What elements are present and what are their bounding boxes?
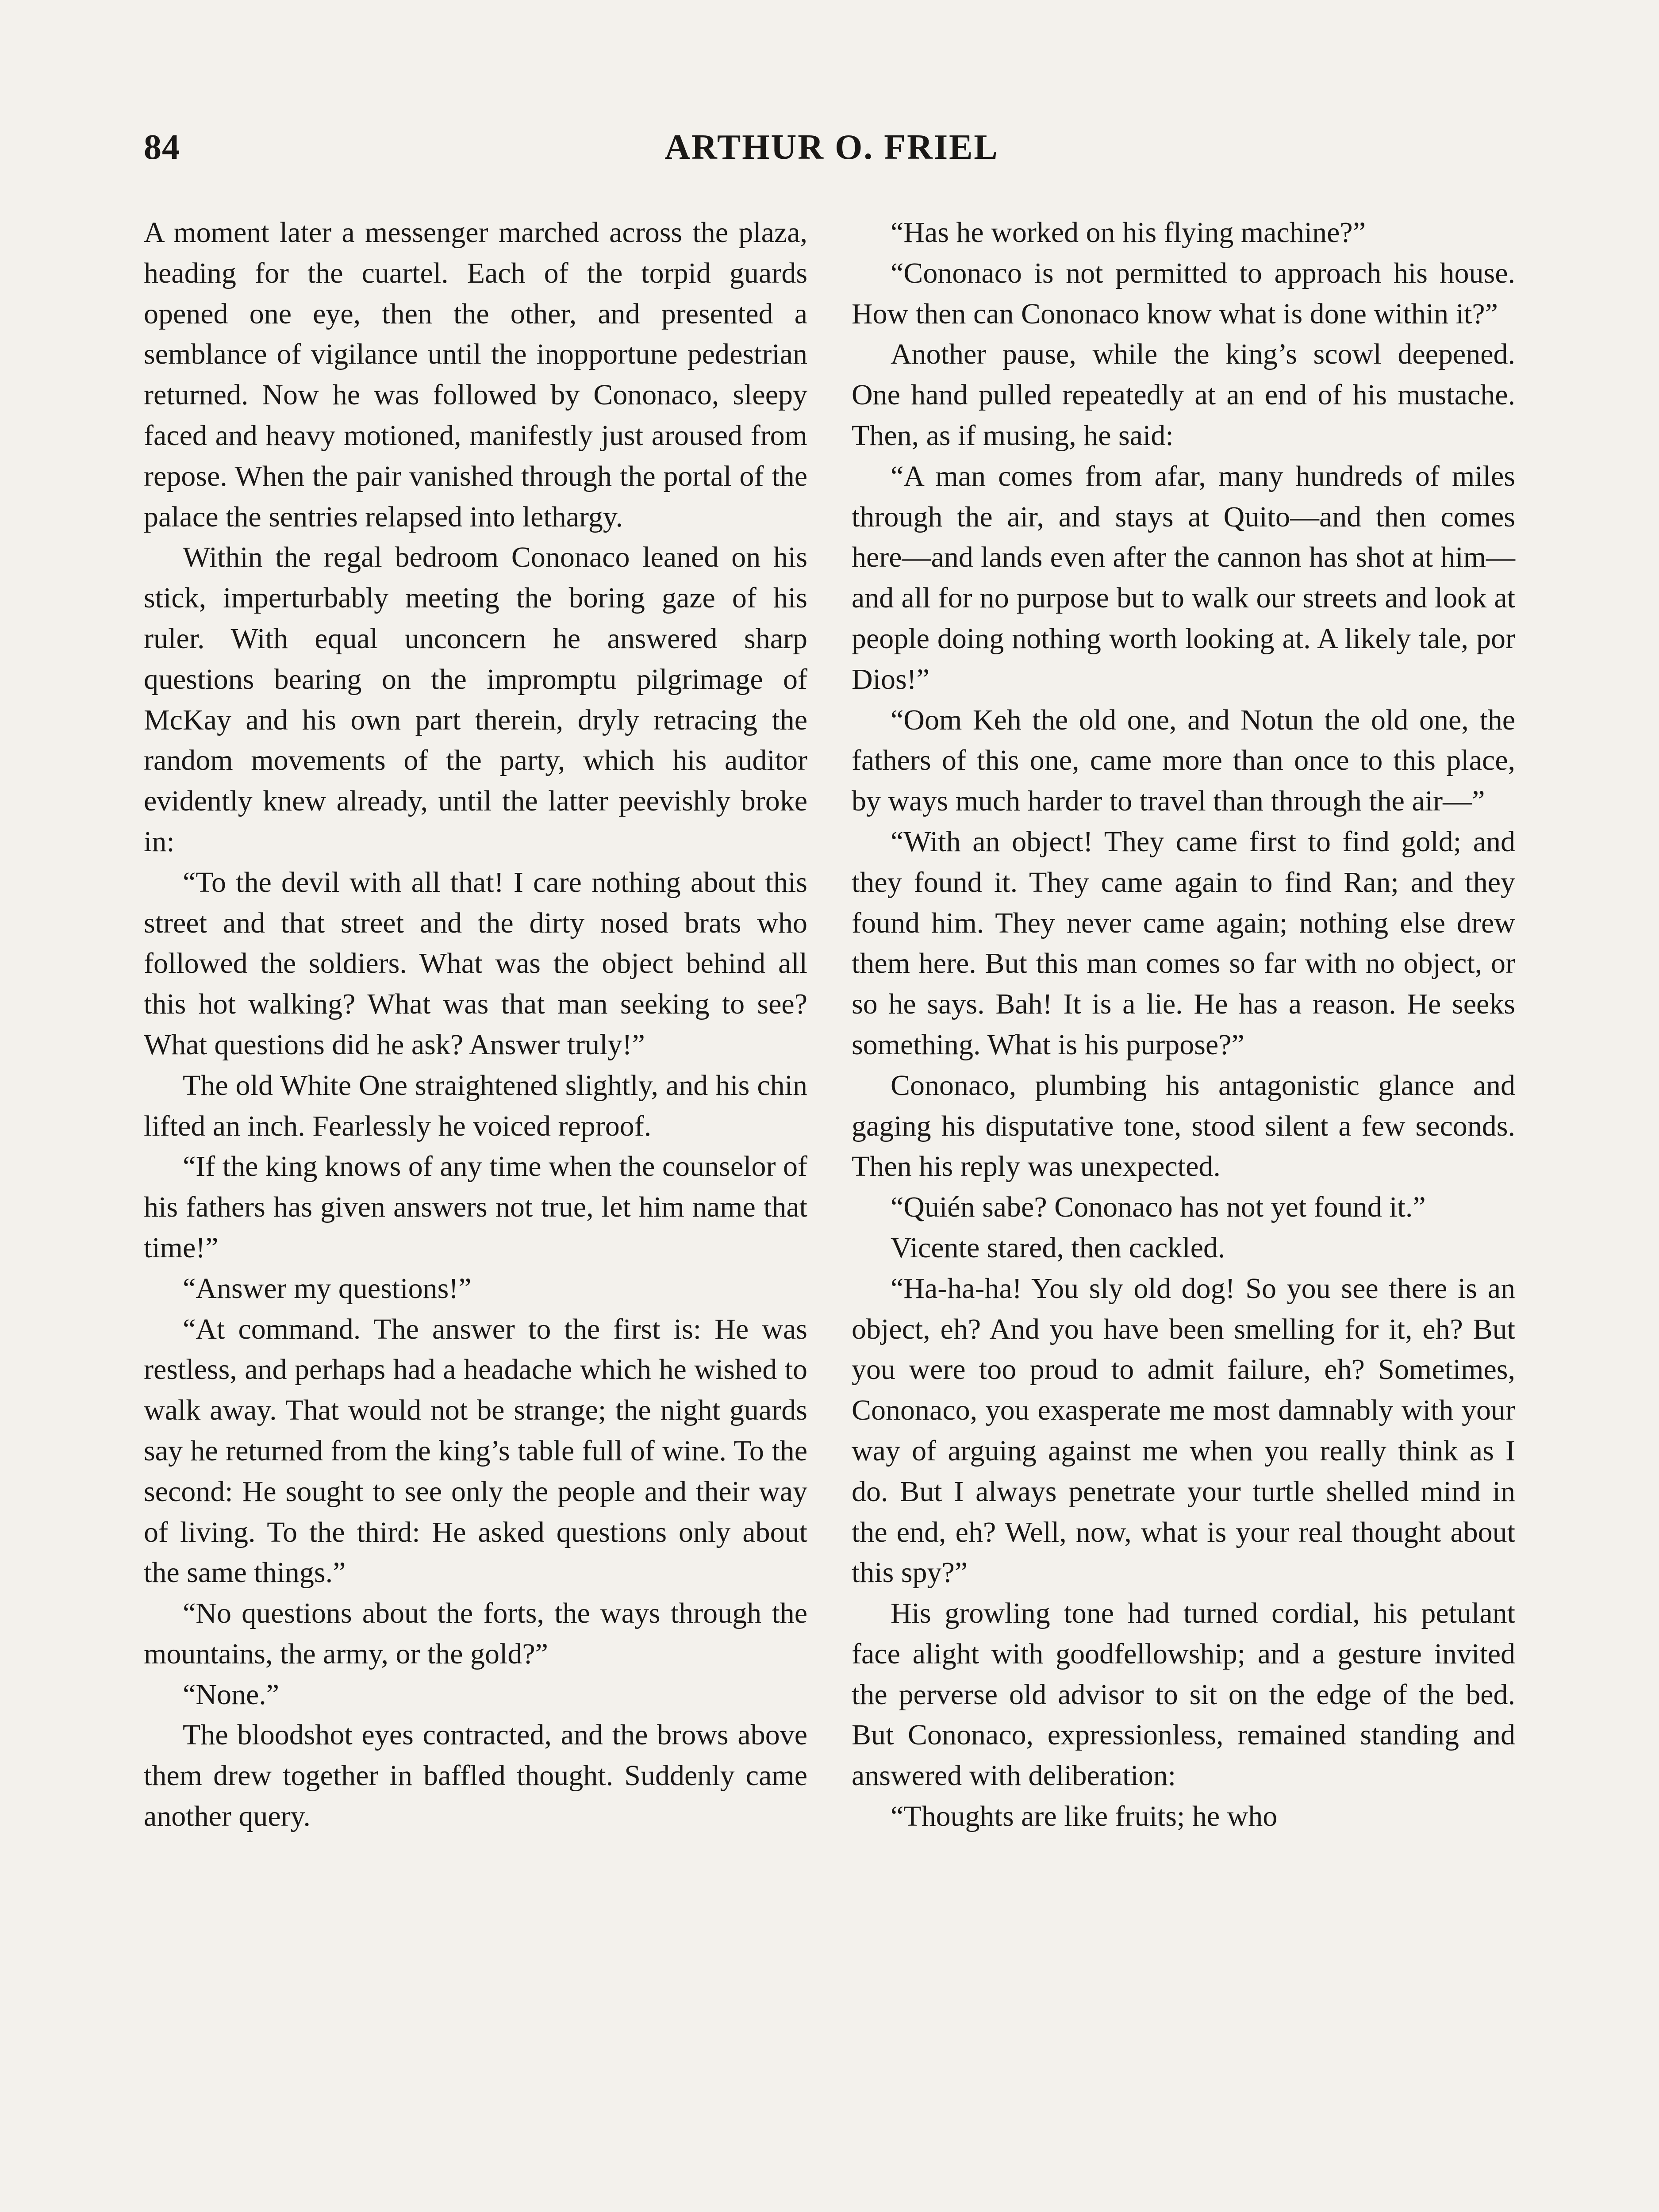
paragraph: “No questions about the forts, the ways through the mountains, the army, or the gold?” xyxy=(144,1597,807,1670)
paragraph: The bloodshot eyes contracted, and the brows above them drew together in baffled thought. Suddenly came another query. xyxy=(144,1719,807,1833)
paragraph: “Thoughts are like fruits; he who xyxy=(891,1800,1278,1833)
paragraph: “Answer my questions!” xyxy=(183,1272,472,1305)
paragraph: “At command. The answer to the first is: He was restless, and perhaps had a headache which he wished to walk away. That would not be strange; the night guards say he returned from the king’s table full of wine. To the second: He sought to see only the people and their way of living. To the third: He asked questions only about the same things.” xyxy=(144,1313,807,1589)
paragraph: Another pause, while the king’s scowl deepened. One hand pulled repeatedly at an end of his mustache. Then, as if musing, he said: xyxy=(852,338,1515,452)
paragraph: A moment later a messenger marched across the plaza, heading for the cuartel. Each of the torpid guards opened one eye, then the other, and presented a semblance of vigilance until the inopportune pedestrian returned. Now he was followed by Cononaco, sleepy faced and heavy motioned, manifestly just aroused from repose. When the pair vanished through the portal of the palace the sentries relapsed into lethargy. xyxy=(144,216,807,533)
running-head: ARTHUR O. FRIEL xyxy=(664,128,999,167)
paragraph: “Oom Keh the old one, and Notun the old one, the fathers of this one, came more than once to this place, by ways much harder to travel than through the air—” xyxy=(852,703,1515,818)
paragraph: “A man comes from afar, many hundreds of miles through the air, and stays at Quito—and then comes here—and lands even after the cannon has shot at him—and all for no purpose but to walk our streets and look at people doing nothing worth looking at. A likely tale, por Dios!” xyxy=(852,460,1515,695)
page-header xyxy=(144,127,1520,176)
paragraph: “With an object! They came first to find gold; and they found it. They came again to find Ran; and they found him. They never came again; nothing else drew them here. But this man comes so far with no object, or so he says. Bah! It is a lie. He has a reason. He seeks something. What is his purpose?” xyxy=(852,825,1515,1061)
paragraph: “Has he worked on his flying machine?” xyxy=(891,216,1366,249)
paragraph: “Cononaco is not permitted to approach his house. How then can Cononaco know what is done within it?” xyxy=(852,257,1515,330)
paragraph: Cononaco, plumbing his antagonistic glance and gaging his disputative tone, stood silent a few seconds. Then his reply was unexpected. xyxy=(852,1069,1515,1183)
page-number: 84 xyxy=(144,128,180,167)
paragraph: His growling tone had turned cordial, his petulant face alight with goodfellowship; and a gesture invited the perverse old advisor to sit on the edge of the bed. But Cononaco, expressionless, remained standing and answered with deliberation: xyxy=(852,1597,1515,1792)
paragraph: The old White One straightened slightly, and his chin lifted an inch. Fearlessly he voiced reproof. xyxy=(144,1069,807,1142)
paragraph: “None.” xyxy=(183,1678,280,1711)
paragraph: “If the king knows of any time when the counselor of his fathers has given answers not true, let him name that time!” xyxy=(144,1150,807,1264)
right-text-column xyxy=(852,212,1515,1837)
left-text-column xyxy=(144,212,807,1837)
paragraph: “To the devil with all that! I care nothing about this street and that street and the dirty nosed brats who followed the soldiers. What was the object behind all this hot walking? What was that man seeking to see? What questions did he ask? Answer truly!” xyxy=(144,866,807,1061)
paragraph: “Ha-ha-ha! You sly old dog! So you see there is an object, eh? And you have been smelling for it, eh? But you were too proud to admit failure, eh? Sometimes, Cononaco, you exasperate me most damnably with your way of arguing against me when you really think as I do. But I always penetrate your turtle shelled mind in the end, eh? Well, now, what is your real thought about this spy?” xyxy=(852,1272,1515,1589)
paragraph: Vicente stared, then cackled. xyxy=(891,1231,1225,1264)
paragraph: Within the regal bedroom Cononaco leaned on his stick, imperturbably meeting the boring gaze of his ruler. With equal unconcern he answered sharp questions bearing on the impromptu pilgrimage of McKay and his own part therein, dryly retracing the random movements of the party, which his auditor evidently knew already, until the latter peevishly broke in: xyxy=(144,541,807,858)
paragraph: “Quién sabe? Cononaco has not yet found it.” xyxy=(891,1191,1426,1224)
